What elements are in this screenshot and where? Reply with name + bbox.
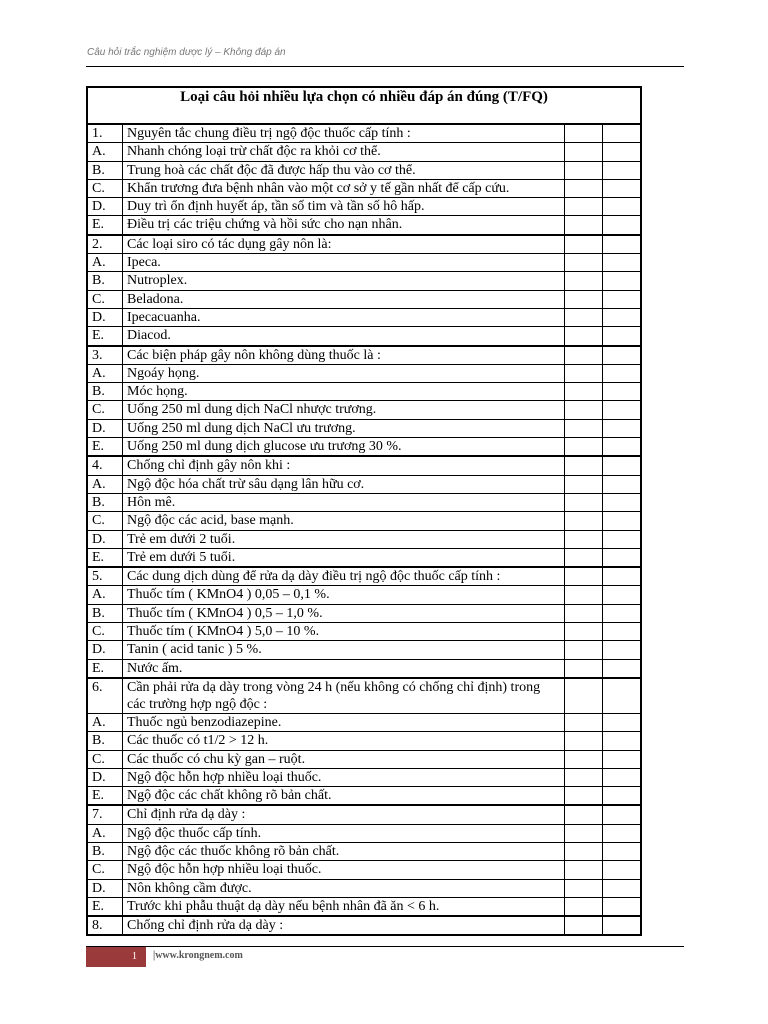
answer-cell-true[interactable] xyxy=(565,512,603,530)
row-text: Uống 250 ml dung dịch glucose ưu trương 30 %. xyxy=(123,438,565,457)
row-text: Ngộ độc hỗn hợp nhiều loại thuốc. xyxy=(123,768,565,786)
row-text: Ngộ độc hóa chất trừ sâu dạng lân hữu cơ. xyxy=(123,475,565,493)
option-row xyxy=(87,623,641,641)
row-label: C. xyxy=(87,290,123,308)
row-label: D. xyxy=(87,879,123,897)
option-row xyxy=(87,438,641,457)
answer-cell-false[interactable] xyxy=(603,198,642,216)
row-label: E. xyxy=(87,897,123,916)
row-text: Nutroplex. xyxy=(123,272,565,290)
answer-cell-false[interactable] xyxy=(603,179,642,197)
question-table xyxy=(86,86,642,936)
row-label: D. xyxy=(87,768,123,786)
option-row xyxy=(87,272,641,290)
row-text: Tanin ( acid tanic ) 5 %. xyxy=(123,641,565,659)
answer-cell-true[interactable] xyxy=(565,787,603,806)
row-text: Diacod. xyxy=(123,327,565,346)
answer-cell-true[interactable] xyxy=(565,842,603,860)
row-label: A. xyxy=(87,824,123,842)
option-row xyxy=(87,713,641,731)
row-label: E. xyxy=(87,787,123,806)
row-label: 4. xyxy=(87,456,123,475)
answer-cell-false[interactable] xyxy=(603,419,642,437)
answer-cell-true[interactable] xyxy=(565,879,603,897)
answer-cell-true[interactable] xyxy=(565,824,603,842)
answer-cell-true[interactable] xyxy=(565,216,603,235)
row-text: Ngoáy họng. xyxy=(123,364,565,382)
answer-cell-true[interactable] xyxy=(565,198,603,216)
answer-cell-false[interactable] xyxy=(603,512,642,530)
answer-cell-true[interactable] xyxy=(565,678,603,714)
row-label: E. xyxy=(87,659,123,678)
option-row xyxy=(87,787,641,806)
row-text: Trước khi phẫu thuật dạ dày nếu bệnh nhân đã ăn < 6 h. xyxy=(123,897,565,916)
answer-cell-true[interactable] xyxy=(565,623,603,641)
footer-divider xyxy=(86,946,684,947)
answer-cell-true[interactable] xyxy=(565,604,603,622)
row-text: Các thuốc có t1/2 > 12 h. xyxy=(123,732,565,750)
answer-cell-false[interactable] xyxy=(603,623,642,641)
row-text: Ngộ độc hỗn hợp nhiều loại thuốc. xyxy=(123,861,565,879)
row-text: Nhanh chóng loại trừ chất độc ra khỏi cơ thể. xyxy=(123,143,565,161)
answer-cell-false[interactable] xyxy=(603,897,642,916)
row-text: Ipeca. xyxy=(123,254,565,272)
table-title: Loại câu hỏi nhiều lựa chọn có nhiều đáp án đúng (T/FQ) xyxy=(87,87,641,124)
question-row xyxy=(87,124,641,143)
answer-cell-true[interactable] xyxy=(565,290,603,308)
row-label: C. xyxy=(87,750,123,768)
answer-cell-true[interactable] xyxy=(565,124,603,143)
answer-cell-false[interactable] xyxy=(603,124,642,143)
row-text: Ngộ độc các thuốc không rõ bản chất. xyxy=(123,842,565,860)
row-text: Beladona. xyxy=(123,290,565,308)
answer-cell-false[interactable] xyxy=(603,254,642,272)
answer-cell-false[interactable] xyxy=(603,548,642,567)
answer-cell-false[interactable] xyxy=(603,530,642,548)
row-text: Các thuốc có chu kỳ gan – ruột. xyxy=(123,750,565,768)
row-label: E. xyxy=(87,216,123,235)
row-text: Duy trì ổn định huyết áp, tần số tim và tần số hô hấp. xyxy=(123,198,565,216)
answer-cell-true[interactable] xyxy=(565,732,603,750)
row-label: C. xyxy=(87,623,123,641)
answer-cell-false[interactable] xyxy=(603,456,642,475)
question-row xyxy=(87,456,641,475)
answer-cell-true[interactable] xyxy=(565,713,603,731)
row-text: Trẻ em dưới 5 tuổi. xyxy=(123,548,565,567)
option-row xyxy=(87,879,641,897)
answer-cell-true[interactable] xyxy=(565,272,603,290)
answer-cell-true[interactable] xyxy=(565,861,603,879)
answer-cell-false[interactable] xyxy=(603,916,642,935)
row-label: C. xyxy=(87,512,123,530)
option-row xyxy=(87,659,641,678)
row-label: D. xyxy=(87,530,123,548)
row-label: B. xyxy=(87,732,123,750)
answer-cell-true[interactable] xyxy=(565,308,603,326)
row-label: D. xyxy=(87,419,123,437)
answer-cell-false[interactable] xyxy=(603,143,642,161)
row-text: Chống chỉ định gây nôn khi : xyxy=(123,456,565,475)
answer-cell-false[interactable] xyxy=(603,327,642,346)
answer-cell-true[interactable] xyxy=(565,401,603,419)
question-row xyxy=(87,346,641,365)
answer-cell-true[interactable] xyxy=(565,161,603,179)
question-row xyxy=(87,678,641,714)
option-row xyxy=(87,732,641,750)
option-row xyxy=(87,586,641,604)
answer-cell-false[interactable] xyxy=(603,290,642,308)
option-row xyxy=(87,861,641,879)
answer-cell-false[interactable] xyxy=(603,750,642,768)
row-text: Nguyên tắc chung điều trị ngộ độc thuốc cấp tính : xyxy=(123,124,565,143)
option-row xyxy=(87,179,641,197)
answer-cell-false[interactable] xyxy=(603,604,642,622)
answer-cell-false[interactable] xyxy=(603,475,642,493)
answer-cell-true[interactable] xyxy=(565,456,603,475)
row-label: C. xyxy=(87,179,123,197)
row-label: A. xyxy=(87,254,123,272)
option-row xyxy=(87,327,641,346)
row-text: Chống chỉ định rửa dạ dày : xyxy=(123,916,565,935)
question-row xyxy=(87,235,641,254)
answer-cell-false[interactable] xyxy=(603,308,642,326)
option-row xyxy=(87,548,641,567)
row-label: A. xyxy=(87,586,123,604)
answer-cell-false[interactable] xyxy=(603,641,642,659)
answer-cell-false[interactable] xyxy=(603,235,642,254)
row-text: Điều trị các triệu chứng và hồi sức cho nạn nhân. xyxy=(123,216,565,235)
answer-cell-false[interactable] xyxy=(603,346,642,365)
answer-cell-true[interactable] xyxy=(565,438,603,457)
answer-cell-true[interactable] xyxy=(565,327,603,346)
answer-cell-true[interactable] xyxy=(565,750,603,768)
option-row xyxy=(87,401,641,419)
row-text: Ipecacuanha. xyxy=(123,308,565,326)
answer-cell-true[interactable] xyxy=(565,641,603,659)
answer-cell-true[interactable] xyxy=(565,567,603,586)
answer-cell-false[interactable] xyxy=(603,567,642,586)
answer-cell-false[interactable] xyxy=(603,401,642,419)
row-text: Trẻ em dưới 2 tuổi. xyxy=(123,530,565,548)
answer-cell-false[interactable] xyxy=(603,216,642,235)
row-text: Các biện pháp gây nôn không dùng thuốc là : xyxy=(123,346,565,365)
row-label: 5. xyxy=(87,567,123,586)
row-label: E. xyxy=(87,548,123,567)
option-row xyxy=(87,493,641,511)
answer-cell-false[interactable] xyxy=(603,861,642,879)
option-row xyxy=(87,254,641,272)
row-text: Nước ấm. xyxy=(123,659,565,678)
answer-cell-false[interactable] xyxy=(603,805,642,824)
row-label: B. xyxy=(87,383,123,401)
row-text: Thuốc ngủ benzodiazepine. xyxy=(123,713,565,731)
option-row xyxy=(87,824,641,842)
option-row xyxy=(87,216,641,235)
row-label: E. xyxy=(87,438,123,457)
row-text: Nôn không cầm được. xyxy=(123,879,565,897)
row-label: A. xyxy=(87,143,123,161)
row-label: 6. xyxy=(87,678,123,714)
answer-cell-true[interactable] xyxy=(565,235,603,254)
row-text: Móc họng. xyxy=(123,383,565,401)
answer-cell-false[interactable] xyxy=(603,732,642,750)
row-text: Các loại siro có tác dụng gây nôn là: xyxy=(123,235,565,254)
option-row xyxy=(87,290,641,308)
answer-cell-true[interactable] xyxy=(565,254,603,272)
row-text: Hôn mê. xyxy=(123,493,565,511)
answer-cell-true[interactable] xyxy=(565,493,603,511)
row-text: Các dung dịch dùng để rửa dạ dày điều trị ngộ độc thuốc cấp tính : xyxy=(123,567,565,586)
option-row xyxy=(87,383,641,401)
row-label: E. xyxy=(87,327,123,346)
option-row xyxy=(87,475,641,493)
row-label: B. xyxy=(87,842,123,860)
row-text: Thuốc tím ( KMnO4 ) 0,05 – 0,1 %. xyxy=(123,586,565,604)
row-text: Ngộ độc thuốc cấp tính. xyxy=(123,824,565,842)
header-divider xyxy=(86,66,684,67)
page-number: 1 xyxy=(86,947,146,967)
answer-cell-true[interactable] xyxy=(565,475,603,493)
row-label: C. xyxy=(87,401,123,419)
option-row xyxy=(87,364,641,382)
answer-cell-false[interactable] xyxy=(603,824,642,842)
answer-cell-true[interactable] xyxy=(565,548,603,567)
row-text: Thuốc tím ( KMnO4 ) 5,0 – 10 %. xyxy=(123,623,565,641)
option-row xyxy=(87,750,641,768)
option-row xyxy=(87,198,641,216)
answer-cell-false[interactable] xyxy=(603,659,642,678)
answer-cell-false[interactable] xyxy=(603,713,642,731)
answer-cell-false[interactable] xyxy=(603,161,642,179)
row-label: D. xyxy=(87,308,123,326)
answer-cell-false[interactable] xyxy=(603,364,642,382)
answer-cell-true[interactable] xyxy=(565,897,603,916)
answer-cell-false[interactable] xyxy=(603,678,642,714)
answer-cell-false[interactable] xyxy=(603,272,642,290)
option-row xyxy=(87,143,641,161)
option-row xyxy=(87,419,641,437)
question-row xyxy=(87,916,641,935)
answer-cell-true[interactable] xyxy=(565,586,603,604)
row-label: D. xyxy=(87,641,123,659)
question-row xyxy=(87,805,641,824)
row-label: A. xyxy=(87,364,123,382)
answer-cell-true[interactable] xyxy=(565,530,603,548)
row-text: Thuốc tím ( KMnO4 ) 0,5 – 1,0 %. xyxy=(123,604,565,622)
row-text: Khẩn trương đưa bệnh nhân vào một cơ sở y tế gần nhất để cấp cứu. xyxy=(123,179,565,197)
answer-cell-false[interactable] xyxy=(603,493,642,511)
answer-cell-false[interactable] xyxy=(603,586,642,604)
row-label: 3. xyxy=(87,346,123,365)
row-label: B. xyxy=(87,161,123,179)
answer-cell-false[interactable] xyxy=(603,768,642,786)
answer-cell-false[interactable] xyxy=(603,879,642,897)
question-row xyxy=(87,567,641,586)
row-text: Ngộ độc các chất không rõ bản chất. xyxy=(123,787,565,806)
option-row xyxy=(87,308,641,326)
answer-cell-false[interactable] xyxy=(603,842,642,860)
answer-cell-true[interactable] xyxy=(565,659,603,678)
option-row xyxy=(87,842,641,860)
row-label: A. xyxy=(87,475,123,493)
row-label: 1. xyxy=(87,124,123,143)
answer-cell-true[interactable] xyxy=(565,805,603,824)
row-text: Chỉ định rửa dạ dày : xyxy=(123,805,565,824)
option-row xyxy=(87,604,641,622)
row-label: A. xyxy=(87,713,123,731)
answer-cell-true[interactable] xyxy=(565,768,603,786)
answer-cell-true[interactable] xyxy=(565,143,603,161)
row-text: Uống 250 ml dung dịch NaCl ưu trương. xyxy=(123,419,565,437)
row-label: D. xyxy=(87,198,123,216)
answer-cell-true[interactable] xyxy=(565,916,603,935)
answer-cell-true[interactable] xyxy=(565,179,603,197)
option-row xyxy=(87,897,641,916)
answer-cell-false[interactable] xyxy=(603,383,642,401)
answer-cell-false[interactable] xyxy=(603,438,642,457)
answer-cell-true[interactable] xyxy=(565,383,603,401)
row-label: B. xyxy=(87,604,123,622)
row-label: 7. xyxy=(87,805,123,824)
option-row xyxy=(87,641,641,659)
row-label: 8. xyxy=(87,916,123,935)
option-row xyxy=(87,768,641,786)
option-row xyxy=(87,161,641,179)
row-text: Trung hoà các chất độc đã được hấp thu vào cơ thể. xyxy=(123,161,565,179)
answer-cell-true[interactable] xyxy=(565,346,603,365)
row-text: Cần phải rửa dạ dày trong vòng 24 h (nếu không có chống chỉ định) trong các trường hợp ngộ độc : xyxy=(123,678,565,714)
footer-url: |www.krongnem.com xyxy=(153,950,243,961)
answer-cell-true[interactable] xyxy=(565,419,603,437)
row-label: C. xyxy=(87,861,123,879)
row-label: 2. xyxy=(87,235,123,254)
option-row xyxy=(87,512,641,530)
answer-cell-false[interactable] xyxy=(603,787,642,806)
row-label: B. xyxy=(87,272,123,290)
row-text: Uống 250 ml dung dịch NaCl nhược trương. xyxy=(123,401,565,419)
option-row xyxy=(87,530,641,548)
row-label: B. xyxy=(87,493,123,511)
answer-cell-true[interactable] xyxy=(565,364,603,382)
row-text: Ngộ độc các acid, base mạnh. xyxy=(123,512,565,530)
running-header: Câu hỏi trắc nghiệm dược lý – Không đáp án xyxy=(87,47,286,58)
